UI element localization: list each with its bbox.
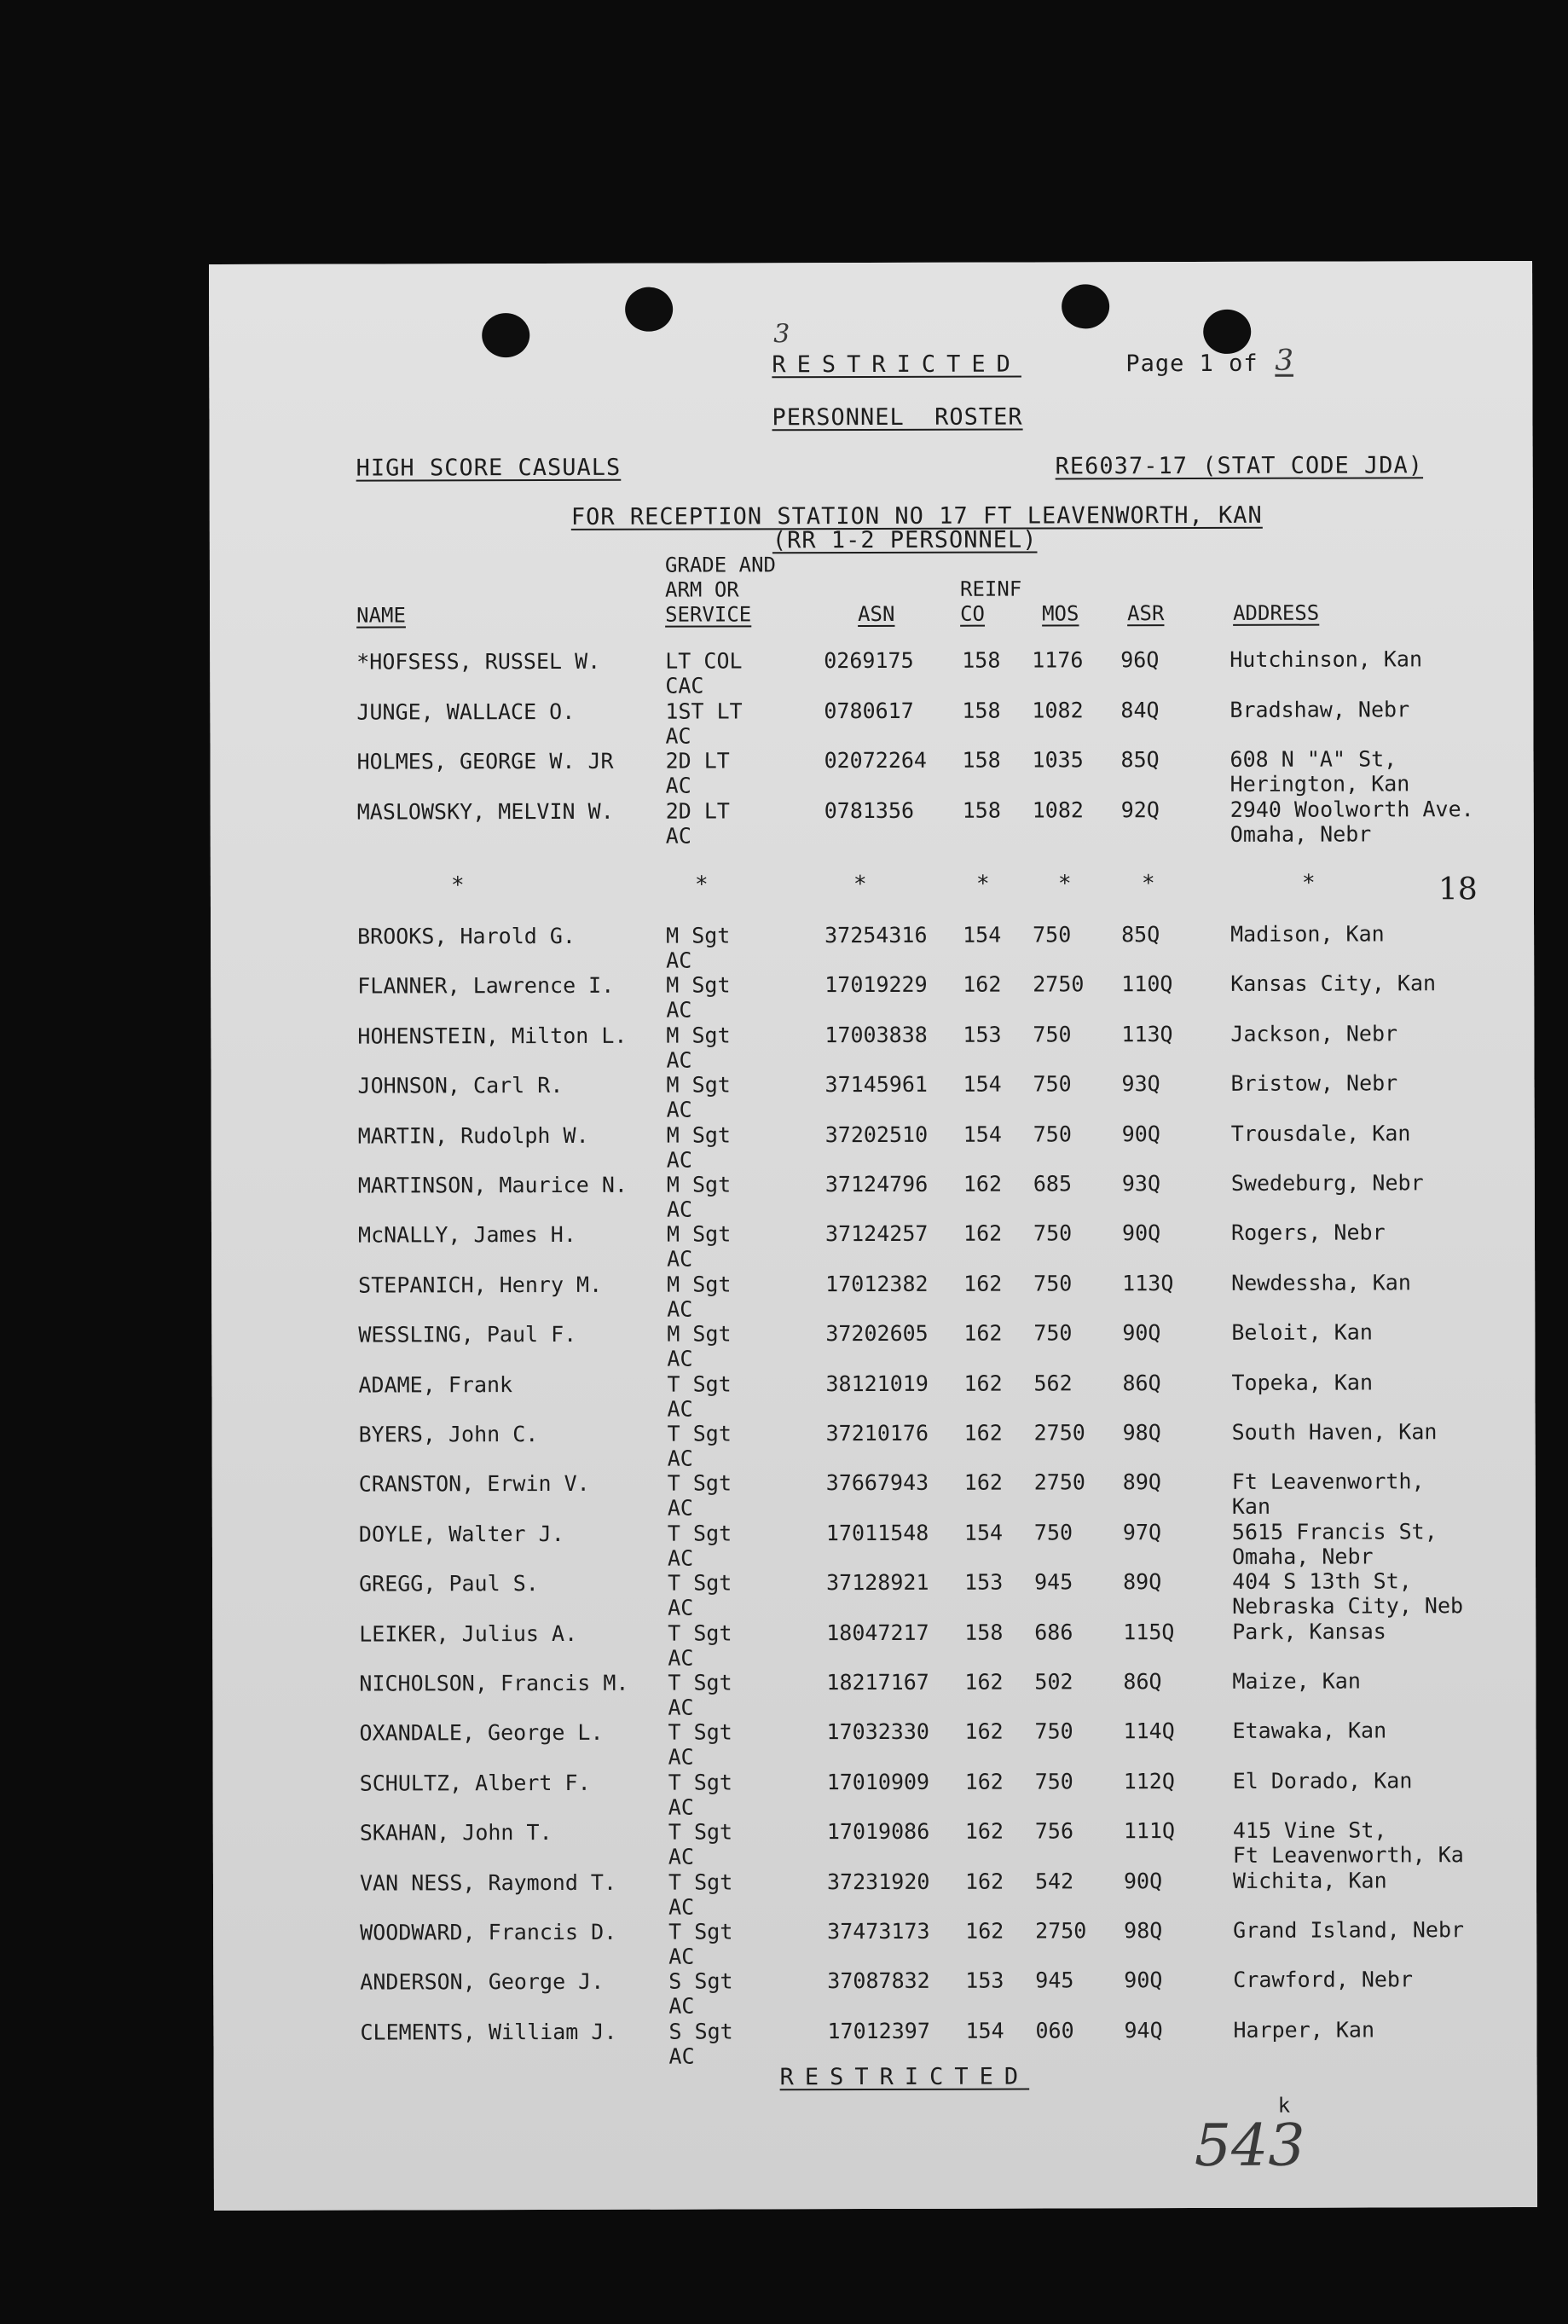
reinf-co: 162 [963, 1271, 1003, 1296]
mos: 1035 [1032, 747, 1084, 773]
address-line-1: Jackson, Nebr [1230, 1021, 1398, 1046]
mos: 750 [1034, 1769, 1073, 1794]
mos: 750 [1033, 1320, 1073, 1346]
col-grade: GRADE AND ARM OR SERVICE [664, 553, 777, 627]
grade: T Sgt [667, 1421, 732, 1446]
roster-row [213, 1868, 1536, 1921]
col-name: NAME [356, 603, 406, 628]
reinf-co: 162 [965, 1918, 1004, 1944]
grade: M Sgt [667, 1321, 732, 1347]
roster-row [211, 971, 1534, 1023]
reinf-co: 158 [962, 747, 1001, 773]
asn: 37210176 [825, 1420, 929, 1446]
grade: T Sgt [668, 1770, 732, 1795]
reinf-co: 154 [963, 922, 1002, 948]
address-line-1: Wichita, Kan [1232, 1868, 1387, 1893]
reinf-co: 162 [963, 1320, 1003, 1346]
grade: M Sgt [666, 1072, 731, 1098]
address-line-1: Hutchinson, Kan [1230, 646, 1423, 672]
asn: 38121019 [825, 1371, 929, 1396]
roster-row [213, 1768, 1536, 1821]
person-name: MARTIN, Rudolph W. [357, 1122, 589, 1149]
service: AC [666, 1097, 692, 1122]
address-line-1: Bradshaw, Nebr [1230, 696, 1410, 722]
grade: 2D LT [665, 748, 730, 774]
grade: T Sgt [668, 1570, 732, 1596]
col-asn: ASN [858, 601, 895, 627]
asn: 17012397 [827, 2018, 930, 2043]
service: AC [666, 1047, 692, 1073]
grade: T Sgt [668, 1819, 733, 1845]
col-reinf: REINF CO [959, 577, 1022, 626]
reinf-co: 153 [964, 1569, 1004, 1595]
asr: 90Q [1121, 1121, 1160, 1146]
roster-row [211, 1319, 1535, 1372]
roster-row [213, 1917, 1536, 1970]
address-line-2: Omaha, Nebr [1230, 820, 1372, 847]
address-line-1: 2940 Woolworth Ave. [1230, 796, 1474, 822]
roster-row [212, 1469, 1536, 1521]
mos: 2750 [1033, 971, 1085, 997]
col-asr: ASR [1127, 601, 1165, 626]
service: AC [667, 1396, 693, 1422]
address-line-1: 5615 Francis St, [1231, 1519, 1438, 1545]
punch-hole [1203, 310, 1251, 354]
asr: 96Q [1120, 647, 1160, 673]
mos: 686 [1034, 1619, 1073, 1645]
asn: 0269175 [824, 647, 914, 674]
asr: 97Q [1122, 1519, 1162, 1545]
address-line-1: Crawford, Nebr [1233, 1967, 1414, 1993]
reinf-co: 154 [963, 1121, 1002, 1147]
service: AC [668, 1595, 694, 1620]
reinf-co: 162 [963, 1371, 1003, 1396]
person-name: *HOFSESS, RUSSEL W. [356, 648, 601, 675]
grade: T Sgt [668, 1670, 732, 1695]
service: AC [668, 1744, 694, 1771]
person-name: VAN NESS, Raymond T. [359, 1869, 617, 1896]
person-name: SCHULTZ, Albert F. [359, 1770, 591, 1796]
roster-row [211, 1021, 1534, 1074]
asn: 17012382 [825, 1271, 929, 1296]
mos: 1082 [1032, 697, 1084, 723]
hand-number-top: 3 [773, 319, 790, 350]
person-name: JUNGE, WALLACE O. [356, 698, 576, 725]
reinf-co: 158 [964, 1620, 1004, 1645]
document-title: PERSONNEL ROSTER [772, 403, 1023, 432]
grade: M Sgt [666, 1122, 731, 1148]
reinf-co: 154 [963, 1520, 1004, 1545]
col-mos: MOS [1042, 601, 1079, 626]
reinf-co: 162 [964, 1769, 1004, 1794]
service: AC [666, 1197, 693, 1222]
punch-hole [482, 313, 529, 357]
person-name: WESSLING, Paul F. [358, 1322, 577, 1347]
person-name: CLEMENTS, William J. [360, 2019, 617, 2045]
person-name: BROOKS, Harold G. [357, 923, 576, 949]
person-name: ANDERSON, George J. [360, 1969, 605, 1995]
roster-row [213, 2017, 1536, 2070]
col-address: ADDRESS [1233, 600, 1320, 625]
address-line-2: Kan [1231, 1494, 1271, 1520]
service: AC [668, 1844, 695, 1869]
separator-mark: * [694, 872, 709, 898]
roster-row [211, 1121, 1535, 1174]
roster-row [213, 1817, 1536, 1870]
asn: 0781356 [824, 797, 915, 823]
asn: 37124796 [825, 1171, 929, 1197]
address-line-1: Etawaka, Kan [1232, 1718, 1387, 1744]
asr: 114Q [1123, 1718, 1175, 1744]
grade: M Sgt [666, 972, 731, 999]
page-label: Page 1 of [1125, 350, 1258, 378]
address-line-2: Ft Leavenworth, Ka [1232, 1842, 1464, 1869]
grade: LT COL [665, 648, 743, 674]
roster-page [209, 261, 1537, 2211]
asr: 115Q [1123, 1619, 1175, 1644]
asr: 98Q [1124, 1918, 1163, 1944]
reinf-co: 154 [963, 1071, 1002, 1097]
roster-row [210, 646, 1533, 699]
asn: 37473173 [827, 1918, 930, 1944]
grade: T Sgt [667, 1371, 732, 1397]
grade: M Sgt [666, 1023, 731, 1048]
hand-number-bottom: 543 [1194, 2112, 1305, 2181]
asr: 94Q [1124, 2017, 1163, 2043]
person-name: GREGG, Paul S. [359, 1571, 539, 1597]
grade: T Sgt [668, 1919, 733, 1944]
roster-row [211, 1070, 1535, 1123]
roster-row [211, 921, 1534, 974]
asn: 17019229 [825, 972, 928, 998]
person-name: MASLOWSKY, MELVIN W. [356, 798, 614, 825]
asr: 90Q [1124, 1968, 1163, 1993]
service: AC [667, 1246, 693, 1272]
person-name: STEPANICH, Henry M. [358, 1272, 603, 1298]
asn: 37667943 [825, 1470, 929, 1496]
asn: 17003838 [825, 1022, 928, 1047]
right-title: RE6037-17 (STAT CODE JDA) [1055, 452, 1424, 480]
address-line-1: 415 Vine St, [1232, 1817, 1387, 1844]
roster-row [211, 746, 1534, 799]
mos: 685 [1033, 1171, 1073, 1197]
service: AC [667, 1446, 693, 1471]
address-line-1: El Dorado, Kan [1232, 1768, 1413, 1794]
asr: 90Q [1123, 1868, 1163, 1893]
address-line-1: Swedeburg, Nebr [1230, 1170, 1424, 1196]
separator-mark: * [975, 871, 990, 897]
mos: 945 [1034, 1569, 1073, 1595]
person-name: MARTINSON, Maurice N. [357, 1172, 628, 1198]
service: AC [667, 1545, 694, 1571]
grade: M Sgt [666, 923, 731, 948]
address-line-1: Madison, Kan [1230, 921, 1385, 947]
roster-row [212, 1718, 1536, 1771]
roster-row [212, 1419, 1536, 1472]
grade: T Sgt [667, 1521, 732, 1546]
asr: 85Q [1120, 747, 1160, 773]
asr: 93Q [1121, 1071, 1160, 1097]
address-line-1: Park, Kansas [1232, 1619, 1386, 1644]
reinf-co: 162 [964, 1869, 1004, 1894]
asr: 90Q [1121, 1220, 1161, 1246]
mos: 945 [1035, 1968, 1074, 1993]
person-name: NICHOLSON, Francis M. [359, 1670, 629, 1696]
grade: T Sgt [668, 1869, 733, 1895]
asr: 84Q [1120, 697, 1160, 722]
person-name: HOHENSTEIN, Milton L. [357, 1023, 628, 1049]
service: AC [665, 823, 691, 849]
service: AC [665, 773, 691, 798]
grade: S Sgt [668, 1968, 733, 1995]
asn: 02072264 [824, 747, 928, 774]
asr: 113Q [1121, 1021, 1173, 1047]
roster-row [211, 1370, 1535, 1423]
mos: 502 [1034, 1669, 1073, 1695]
punch-hole [625, 287, 673, 332]
service: AC [666, 1147, 692, 1173]
asr: 89Q [1122, 1469, 1161, 1495]
address-line-1: Harper, Kan [1233, 2017, 1375, 2043]
asr: 111Q [1123, 1818, 1176, 1844]
asr: 110Q [1121, 971, 1173, 997]
person-name: McNALLY, James H. [357, 1222, 576, 1248]
left-title: HIGH SCORE CASUALS [356, 454, 622, 482]
service: AC [668, 1645, 694, 1671]
address-line-1: Bristow, Nebr [1230, 1070, 1398, 1097]
mos: 750 [1033, 1121, 1072, 1147]
margin-number: 18 [1438, 872, 1478, 907]
person-name: JOHNSON, Carl R. [357, 1073, 564, 1098]
roster-row [211, 1170, 1535, 1223]
asr: 90Q [1122, 1320, 1161, 1346]
service: AC [667, 1296, 693, 1322]
punch-hole [1062, 284, 1109, 328]
service: AC [668, 2043, 695, 2069]
grade: 2D LT [665, 797, 730, 824]
address-line-1: South Haven, Kan [1231, 1419, 1438, 1445]
person-name: OXANDALE, George L. [359, 1720, 604, 1746]
asn: 37145961 [825, 1072, 928, 1098]
grade: M Sgt [667, 1272, 732, 1297]
asn: 17011548 [825, 1520, 929, 1545]
grade: T Sgt [668, 1719, 732, 1746]
reinf-co: 153 [965, 1968, 1004, 1994]
address-line-1: Newdessha, Kan [1231, 1270, 1411, 1295]
roster-row [213, 1967, 1536, 2020]
mos: 2750 [1033, 1420, 1085, 1446]
mos: 750 [1033, 922, 1072, 948]
person-name: DOYLE, Walter J. [358, 1521, 564, 1547]
mos: 750 [1033, 1520, 1073, 1545]
address-line-1: Topeka, Kan [1231, 1370, 1374, 1395]
address-line-1: Rogers, Nebr [1230, 1220, 1386, 1246]
asn: 18217167 [826, 1669, 929, 1695]
mos: 1082 [1032, 797, 1084, 823]
address-line-1: 608 N "A" St, [1230, 746, 1397, 772]
reinf-co: 162 [963, 1220, 1003, 1247]
address-line-2: Nebraska City, Neb [1232, 1593, 1464, 1620]
separator-mark: * [1301, 870, 1316, 896]
address-line-1: Trousdale, Kan [1230, 1120, 1411, 1146]
person-name: LEIKER, Julius A. [359, 1620, 578, 1647]
service: AC [668, 1794, 694, 1820]
reinf-co: 162 [964, 1669, 1004, 1695]
mos: 756 [1034, 1818, 1074, 1844]
mos: 750 [1034, 1718, 1073, 1744]
service: AC [668, 1695, 694, 1720]
reinf-co: 158 [962, 797, 1001, 823]
service: AC [667, 1346, 693, 1371]
person-name: ADAME, Frank [358, 1371, 513, 1398]
mark-k: k [1277, 2093, 1291, 2118]
address-line-1: Beloit, Kan [1231, 1319, 1373, 1346]
reinf-co: 154 [965, 2018, 1004, 2043]
grade: 1ST LT [665, 698, 743, 724]
address-line-1: Kansas City, Kan [1230, 971, 1437, 997]
asr: 92Q [1120, 797, 1160, 822]
grade: T Sgt [668, 1620, 732, 1646]
person-name: HOLMES, GEORGE W. JR [356, 748, 614, 774]
service: CAC [665, 673, 704, 698]
asn: 37202605 [825, 1321, 929, 1347]
mos: 2750 [1033, 1469, 1086, 1495]
roster-row [212, 1668, 1536, 1721]
reinf-co: 162 [963, 1420, 1003, 1446]
mos: 750 [1033, 1220, 1073, 1246]
grade: M Sgt [666, 1221, 732, 1248]
separator-mark: * [450, 872, 465, 899]
asn: 17032330 [826, 1719, 929, 1745]
mos: 562 [1033, 1370, 1073, 1396]
roster-row [212, 1568, 1536, 1621]
reinf-co: 162 [963, 971, 1002, 998]
roster-row [211, 796, 1534, 849]
asn: 0780617 [824, 698, 914, 723]
roster-row [211, 1220, 1535, 1272]
mos: 750 [1033, 1022, 1072, 1047]
restricted-top: RESTRICTED [772, 351, 1021, 379]
reinf-co: 158 [962, 698, 1001, 723]
address-line-1: Grand Island, Nebr [1233, 1917, 1465, 1943]
asn: 17019086 [826, 1819, 930, 1845]
separator-mark: * [1141, 871, 1155, 897]
asr: 98Q [1122, 1420, 1161, 1446]
service: AC [668, 1894, 695, 1920]
reinf-co: 162 [963, 1469, 1003, 1496]
reinf-co: 162 [964, 1818, 1004, 1844]
separator-mark: * [1057, 871, 1072, 897]
address-line-1: Ft Leavenworth, [1231, 1469, 1425, 1495]
service: AC [668, 1993, 695, 2020]
separator-row [211, 870, 1534, 899]
asr: 89Q [1123, 1569, 1162, 1595]
roster-row [211, 1270, 1535, 1323]
mos: 060 [1035, 2018, 1074, 2043]
asr: 86Q [1123, 1669, 1162, 1695]
asn: 37202510 [825, 1121, 929, 1147]
person-name: FLANNER, Lawrence I. [357, 973, 615, 999]
roster-row [212, 1519, 1536, 1572]
reinf-co: 153 [963, 1022, 1002, 1047]
asn: 17010909 [826, 1769, 930, 1794]
address-line-2: Omaha, Nebr [1231, 1544, 1374, 1569]
mos: 750 [1033, 1071, 1072, 1097]
service: AC [665, 723, 691, 749]
person-name: SKAHAN, John T. [359, 1820, 553, 1846]
asr: 113Q [1122, 1270, 1174, 1296]
asn: 37254316 [825, 922, 928, 948]
address-line-2: Herington, Kan [1230, 771, 1410, 797]
grade: S Sgt [668, 2019, 733, 2044]
grade: T Sgt [667, 1470, 732, 1497]
service: AC [668, 1944, 695, 1969]
roster-row [210, 696, 1533, 749]
asr: 85Q [1121, 922, 1160, 948]
mos: 542 [1034, 1868, 1074, 1894]
person-name: WOODWARD, Francis D. [360, 1919, 617, 1945]
mos: 750 [1033, 1271, 1073, 1296]
station-line: FOR RECEPTION STATION NO 17 FT LEAVENWORTH, KAN [570, 501, 1263, 530]
reinf-co: 162 [963, 1171, 1003, 1197]
mos: 1176 [1032, 647, 1084, 673]
asn: 37128921 [826, 1570, 929, 1596]
mos: 2750 [1035, 1918, 1087, 1944]
asn: 37087832 [827, 1968, 930, 1994]
roster-row [212, 1619, 1536, 1672]
asn: 37124257 [825, 1221, 929, 1247]
address-line-1: Maize, Kan [1232, 1668, 1361, 1694]
asr: 86Q [1122, 1370, 1161, 1395]
service: AC [667, 1495, 693, 1521]
rr-line: (RR 1-2 PERSONNEL) [772, 526, 1038, 554]
address-line-1: 404 S 13th St, [1232, 1568, 1412, 1595]
grade: M Sgt [666, 1172, 732, 1197]
service: AC [666, 997, 692, 1023]
asn: 37231920 [826, 1869, 930, 1894]
asn: 18047217 [826, 1620, 929, 1645]
person-name: BYERS, John C. [358, 1422, 539, 1447]
separator-mark: * [853, 872, 867, 898]
reinf-co: 162 [964, 1718, 1004, 1745]
page-total: 3 [1275, 343, 1294, 378]
restricted-bottom: RESTRICTED [779, 2063, 1030, 2091]
service: AC [666, 948, 692, 973]
reinf-co: 158 [962, 647, 1001, 673]
asr: 93Q [1121, 1171, 1161, 1197]
asr: 112Q [1123, 1768, 1175, 1794]
person-name: CRANSTON, Erwin V. [358, 1471, 590, 1497]
